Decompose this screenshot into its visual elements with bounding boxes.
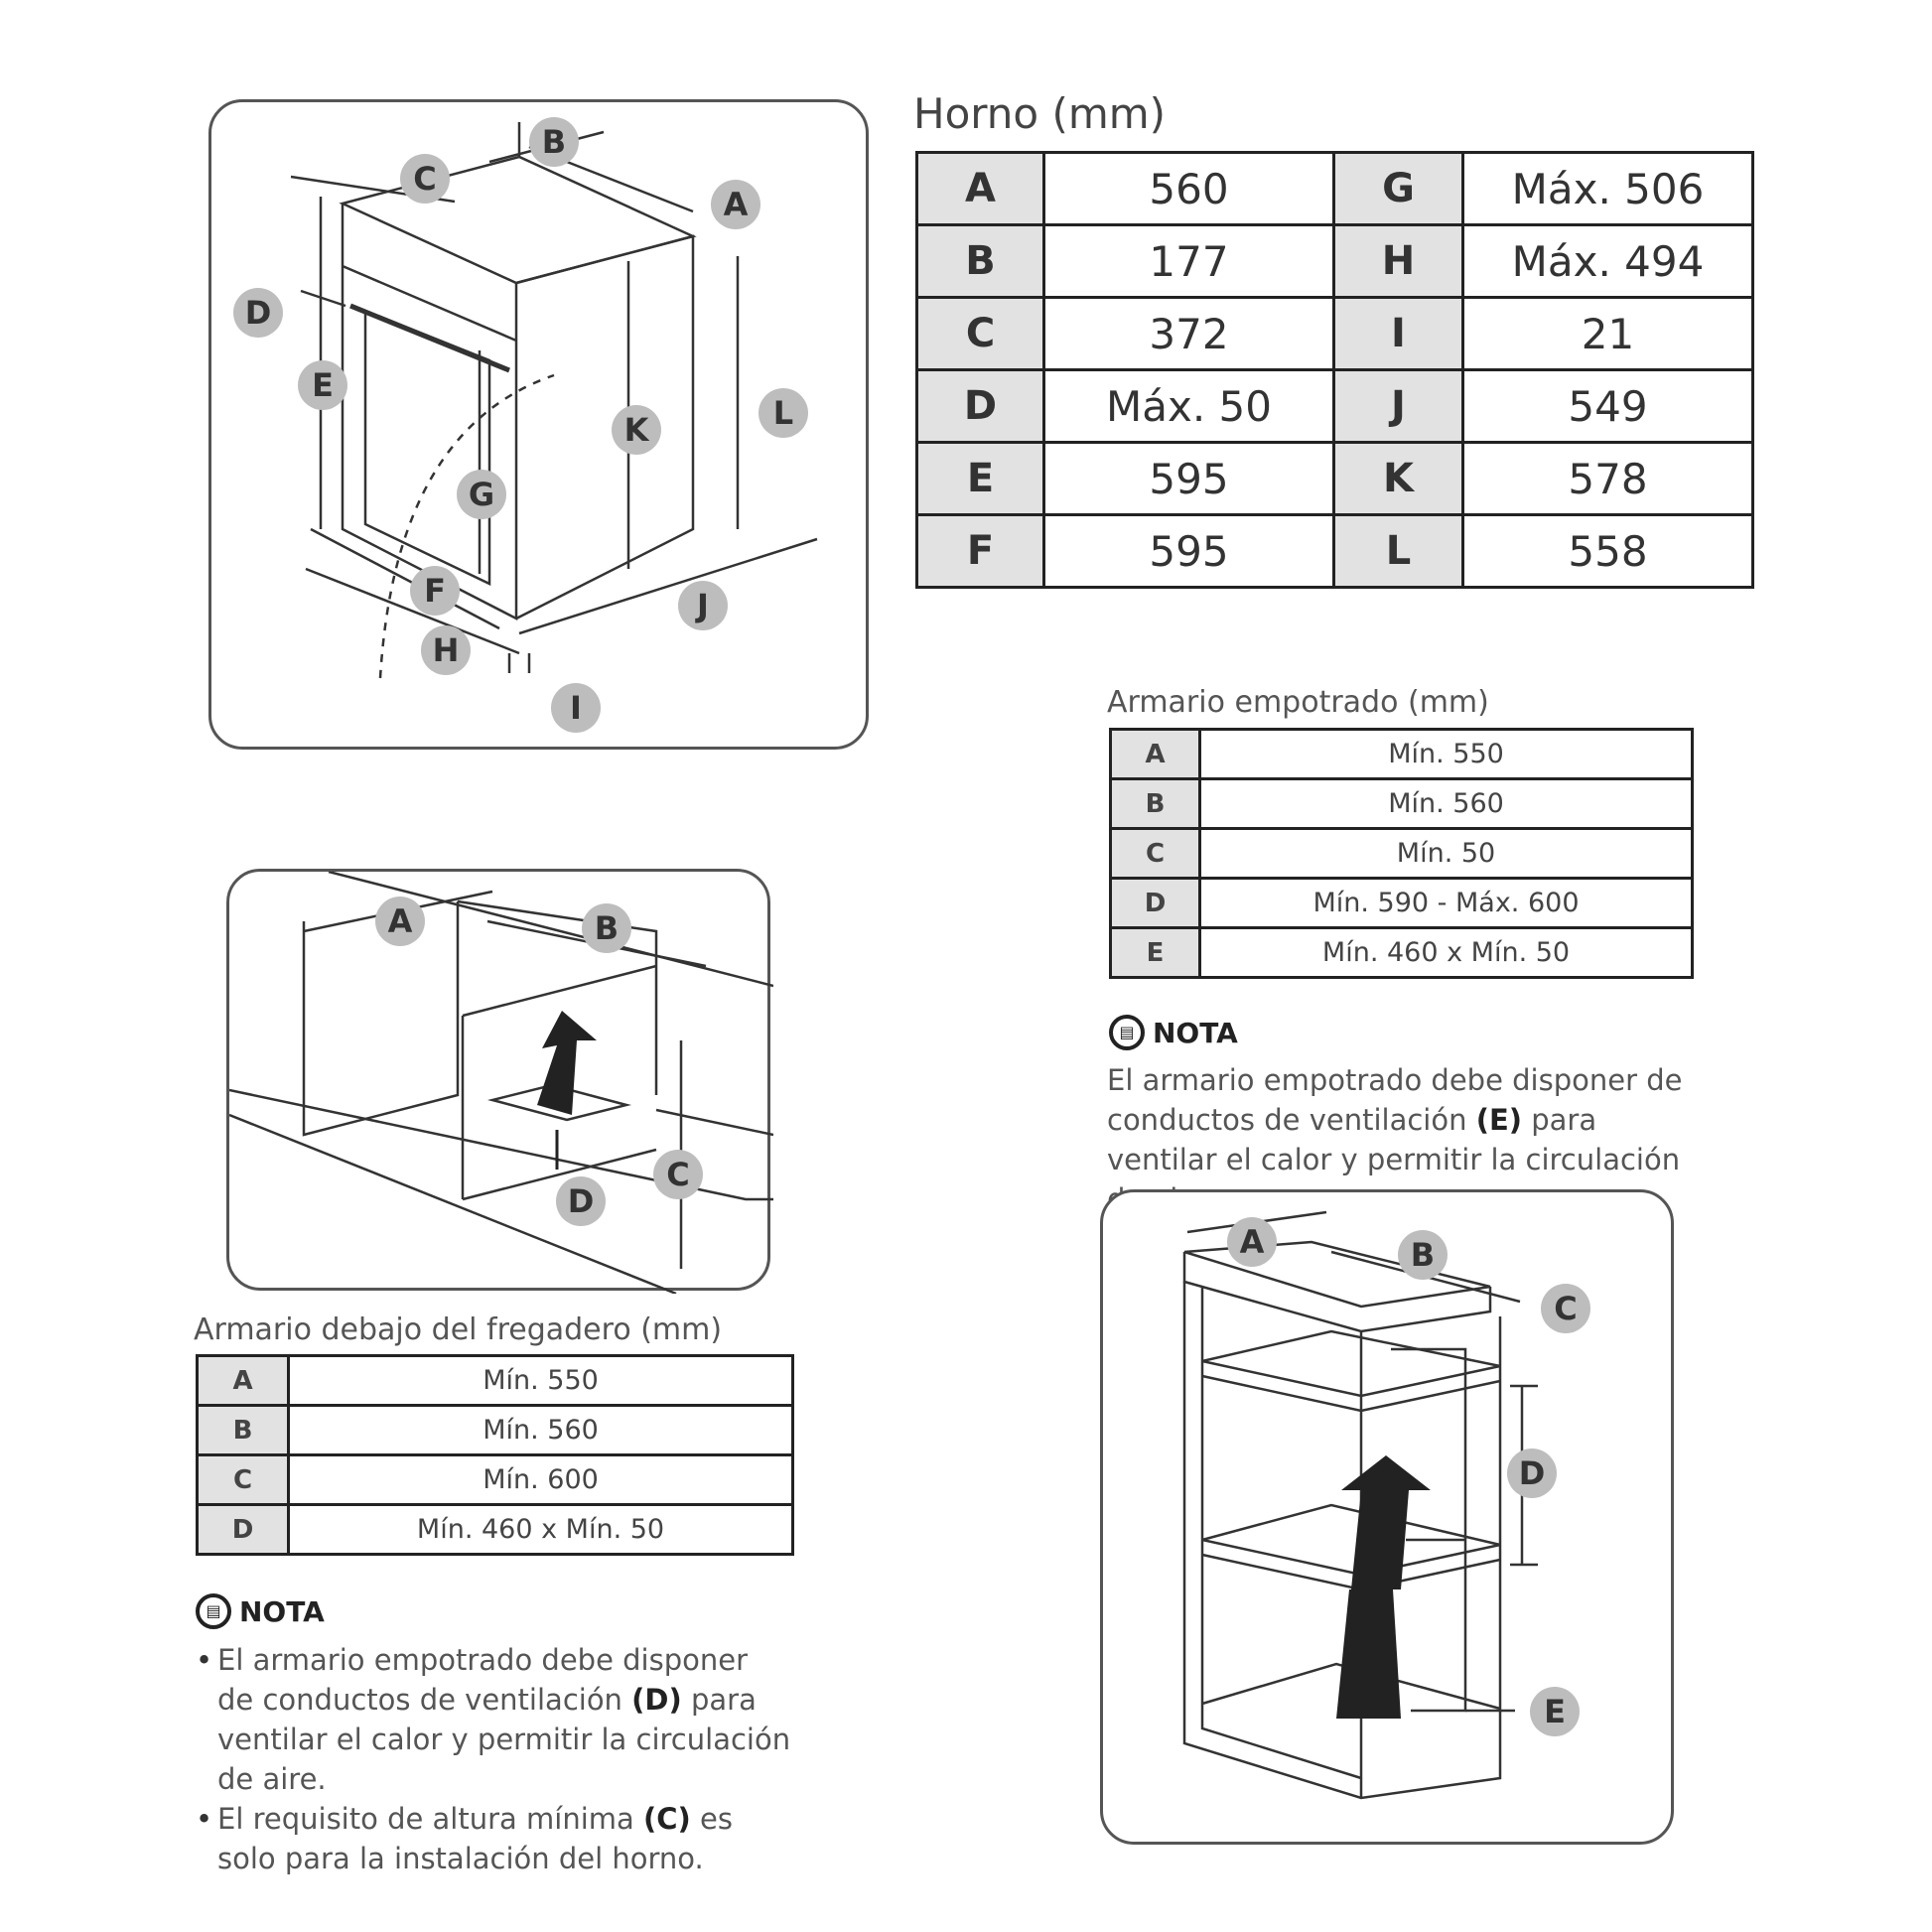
built-in-dimensions-table xyxy=(1109,728,1694,979)
dimension-key: D xyxy=(917,370,1044,443)
svg-text:K: K xyxy=(623,411,649,449)
note-bullet-height: • El requisito de altura mínima (C) es solo para la instalación del horno. xyxy=(217,1799,791,1878)
table-row xyxy=(198,1455,793,1505)
table-row xyxy=(1111,879,1693,928)
built-in-diagram xyxy=(1103,1192,1677,1848)
oven-table-title: Horno (mm) xyxy=(913,89,1167,138)
dimension-value: 558 xyxy=(1463,515,1753,588)
table-row xyxy=(198,1505,793,1555)
label-badge-e xyxy=(1530,1687,1580,1736)
dimension-value: Mín. 460 x Mín. 50 xyxy=(1200,928,1693,978)
dimension-key: B xyxy=(198,1406,289,1455)
dimension-value: 177 xyxy=(1044,225,1334,298)
under-sink-diagram-panel xyxy=(226,869,770,1291)
svg-text:A: A xyxy=(723,186,749,223)
dimension-key: A xyxy=(1111,730,1200,779)
dimension-key: H xyxy=(1334,225,1463,298)
dimension-key: C xyxy=(198,1455,289,1505)
oven-dimensions-table xyxy=(915,151,1754,589)
dimension-key: E xyxy=(917,443,1044,515)
svg-text:F: F xyxy=(424,572,446,610)
built-in-note-text: El armario empotrado debe disponer de conductos de ventilación (E) para ventilar el calor y permitir la circulación xyxy=(1107,1063,1683,1176)
label-badge-c xyxy=(1541,1284,1590,1333)
label-badge-d xyxy=(1507,1449,1557,1498)
dimension-key: E xyxy=(1111,928,1200,978)
dimension-value: Mín. 600 xyxy=(289,1455,793,1505)
dimension-value: Mín. 50 xyxy=(1200,829,1693,879)
under-sink-note-text xyxy=(196,1640,791,1878)
dimension-value: Mín. 550 xyxy=(1200,730,1693,779)
under-sink-dimensions-table xyxy=(196,1354,794,1556)
table-row xyxy=(917,225,1753,298)
dimension-value: 560 xyxy=(1044,153,1334,225)
under-sink-table-title: Armario debajo del fregadero (mm) xyxy=(194,1312,723,1347)
dimension-value: 21 xyxy=(1463,298,1753,370)
dimension-key: K xyxy=(1334,443,1463,515)
label-badge-b xyxy=(529,117,579,167)
dimension-key: I xyxy=(1334,298,1463,370)
label-badge-d xyxy=(233,288,283,338)
note-icon: ▤ xyxy=(196,1593,231,1629)
table-row xyxy=(917,370,1753,443)
under-sink-note-heading: ▤ NOTA xyxy=(196,1593,325,1629)
dimension-value: Mín. 590 - Máx. 600 xyxy=(1200,879,1693,928)
dimension-value: 549 xyxy=(1463,370,1753,443)
svg-text:D: D xyxy=(244,294,272,332)
label-badge-b xyxy=(582,903,631,953)
dimension-value: 595 xyxy=(1044,515,1334,588)
dimension-key: L xyxy=(1334,515,1463,588)
svg-text:C: C xyxy=(1554,1290,1578,1327)
label-badge-a xyxy=(711,180,760,229)
dimension-key: G xyxy=(1334,153,1463,225)
svg-text:G: G xyxy=(468,476,495,513)
note-icon: ▤ xyxy=(1109,1015,1145,1050)
dimension-key: B xyxy=(1111,779,1200,829)
table-row xyxy=(1111,928,1693,978)
label-badge-f xyxy=(410,566,460,616)
svg-text:J: J xyxy=(697,587,709,624)
dimension-value: Mín. 550 xyxy=(289,1356,793,1406)
table-row xyxy=(1111,779,1693,829)
label-badge-a xyxy=(1227,1217,1277,1267)
dimension-key: C xyxy=(917,298,1044,370)
svg-text:A: A xyxy=(387,902,413,940)
svg-text:D: D xyxy=(567,1182,595,1220)
dimension-value: 578 xyxy=(1463,443,1753,515)
table-row xyxy=(917,443,1753,515)
label-badge-d xyxy=(556,1176,606,1226)
svg-text:I: I xyxy=(570,689,582,727)
oven-diagram xyxy=(211,102,872,753)
svg-text:H: H xyxy=(432,631,460,669)
svg-text:E: E xyxy=(312,366,334,404)
label-badge-a xyxy=(375,897,425,946)
label-badge-k xyxy=(612,405,661,455)
svg-text:E: E xyxy=(1544,1693,1566,1730)
under-sink-diagram-labels xyxy=(375,897,703,1226)
oven-diagram-panel xyxy=(208,99,869,750)
dimension-key: D xyxy=(1111,879,1200,928)
label-badge-c xyxy=(400,154,450,204)
table-row xyxy=(198,1356,793,1406)
dimension-value: Mín. 460 x Mín. 50 xyxy=(289,1505,793,1555)
built-in-table-title: Armario empotrado (mm) xyxy=(1107,685,1489,720)
dimension-value: Mín. 560 xyxy=(289,1406,793,1455)
under-sink-diagram xyxy=(229,872,773,1294)
dimension-key: B xyxy=(917,225,1044,298)
dimension-value: Mín. 560 xyxy=(1200,779,1693,829)
dimension-value: Máx. 50 xyxy=(1044,370,1334,443)
dimension-key: J xyxy=(1334,370,1463,443)
svg-text:B: B xyxy=(594,909,620,947)
label-badge-l xyxy=(759,388,808,438)
built-in-note-heading: ▤ NOTA xyxy=(1109,1015,1238,1050)
label-badge-i xyxy=(551,683,601,733)
dimension-key: A xyxy=(198,1356,289,1406)
dimension-value: Máx. 506 xyxy=(1463,153,1753,225)
svg-text:B: B xyxy=(541,123,567,161)
label-badge-j xyxy=(678,581,728,630)
dimension-key: F xyxy=(917,515,1044,588)
svg-text:C: C xyxy=(666,1156,690,1193)
dimension-key: D xyxy=(198,1505,289,1555)
table-row xyxy=(917,298,1753,370)
svg-text:L: L xyxy=(772,394,794,432)
svg-text:B: B xyxy=(1410,1236,1436,1274)
table-row xyxy=(1111,829,1693,879)
svg-text:A: A xyxy=(1239,1223,1265,1261)
table-row xyxy=(198,1406,793,1455)
label-badge-c xyxy=(653,1150,703,1199)
dimension-key: C xyxy=(1111,829,1200,879)
table-row xyxy=(917,153,1753,225)
svg-text:D: D xyxy=(1518,1454,1546,1492)
table-row xyxy=(917,515,1753,588)
label-badge-e xyxy=(298,360,347,410)
dimension-value: Máx. 494 xyxy=(1463,225,1753,298)
dimension-key: A xyxy=(917,153,1044,225)
label-badge-g xyxy=(457,470,506,519)
label-badge-h xyxy=(421,625,471,675)
note-bullet-ventilation: • El armario empotrado debe disponer de conductos de ventilación (D) para ventilar el calor y permitir la circulación de aire. xyxy=(217,1640,791,1799)
dimension-value: 372 xyxy=(1044,298,1334,370)
svg-text:C: C xyxy=(413,160,437,198)
built-in-diagram-panel xyxy=(1100,1189,1674,1845)
table-row xyxy=(1111,730,1693,779)
label-badge-b xyxy=(1398,1230,1448,1280)
dimension-value: 595 xyxy=(1044,443,1334,515)
